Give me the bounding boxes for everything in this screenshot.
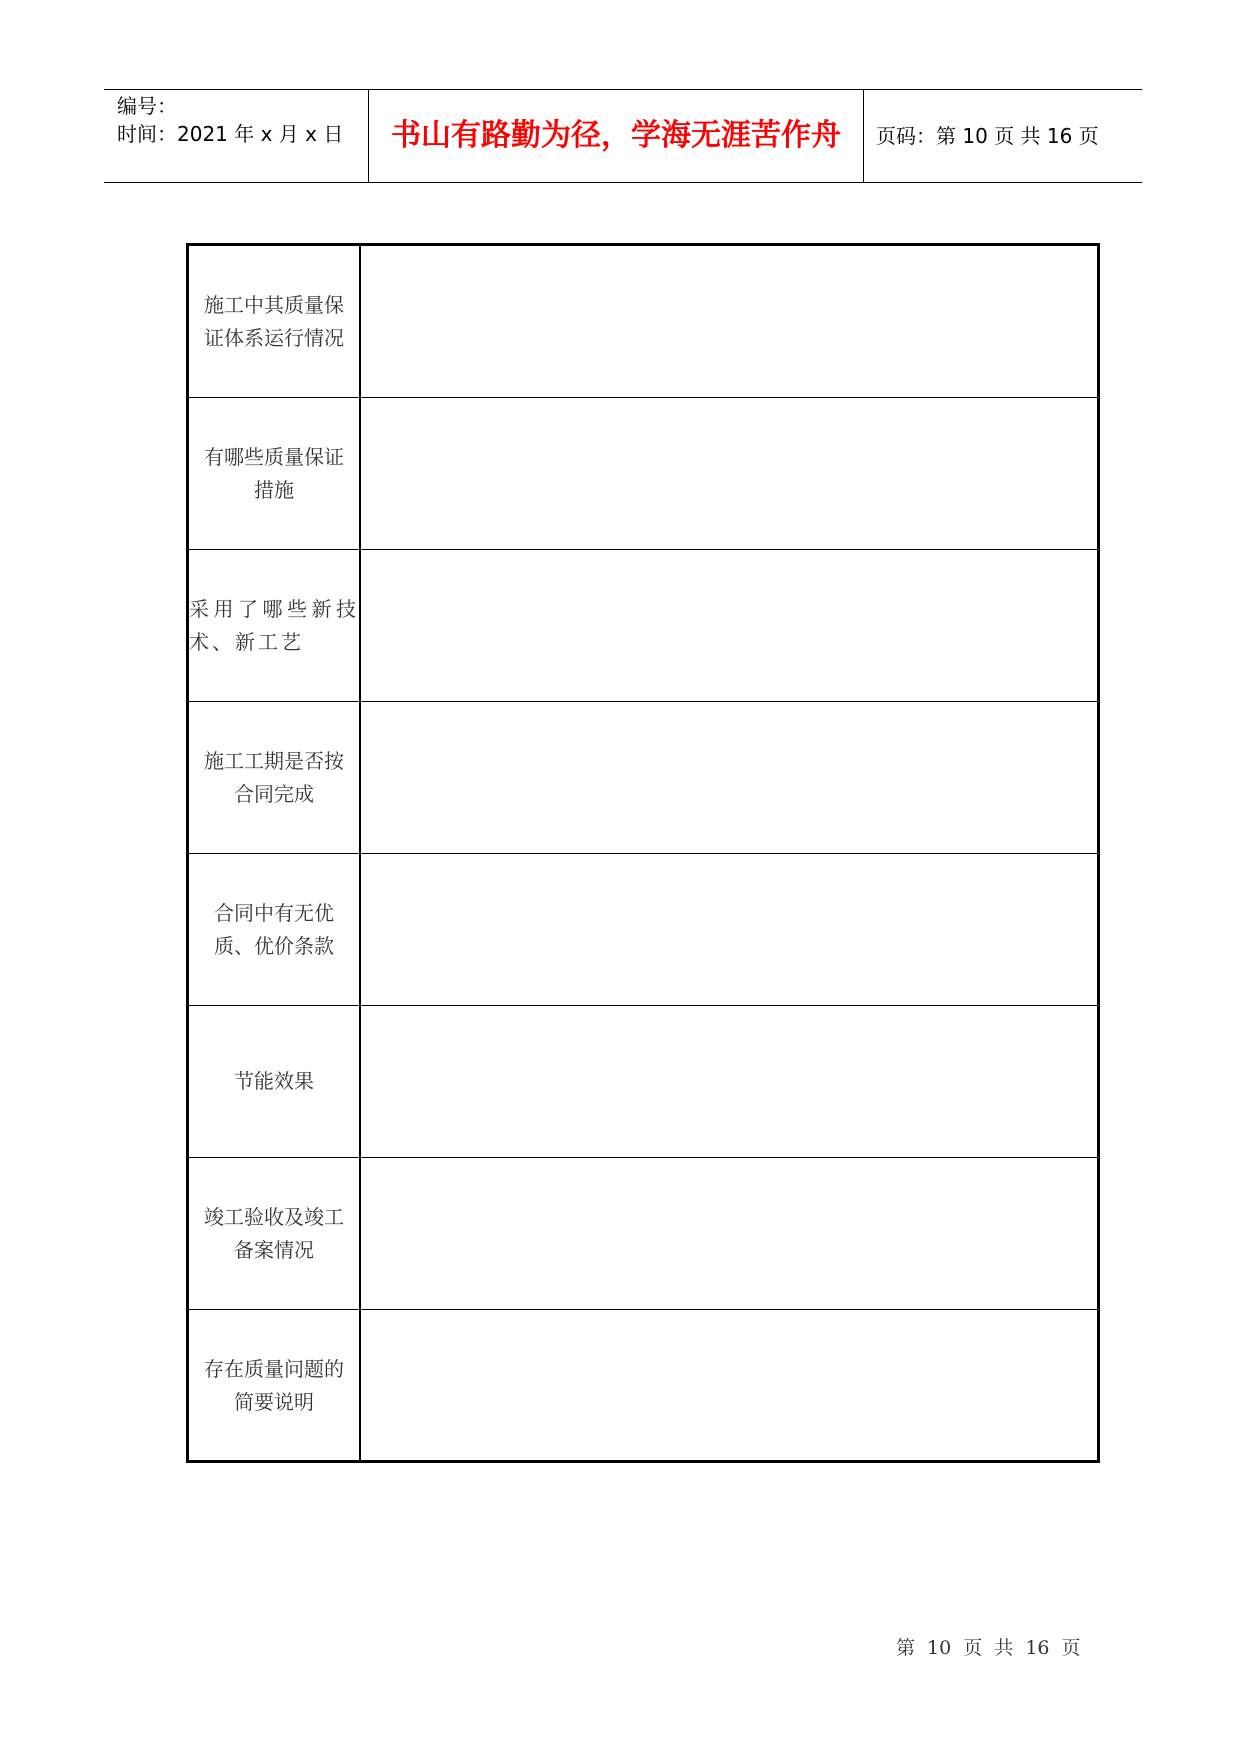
row-input-cell[interactable] (361, 1310, 1097, 1462)
row-label-cell (189, 1310, 361, 1462)
row-label-cell (189, 702, 361, 853)
form-row (189, 1310, 1097, 1462)
serial-number-label: 编号： (117, 94, 177, 118)
form-row (189, 398, 1097, 550)
row-label: 施工工期是否按合同完成 (204, 748, 344, 806)
row-input-cell[interactable] (361, 1158, 1097, 1309)
motto-text: 书山有路勤为径，学海无涯苦作舟 (391, 118, 841, 153)
form-row (189, 1158, 1097, 1310)
row-label: 采用了哪些新技术、新工艺 (189, 596, 359, 654)
form-row (189, 550, 1097, 702)
row-label: 合同中有无优质、优价条款 (214, 900, 334, 958)
date-line: 时间：2021 年 x 月 x 日 (117, 122, 344, 146)
row-label-cell (189, 246, 361, 397)
header-page-cell (864, 90, 1142, 182)
form-row (189, 246, 1097, 398)
row-label-cell (189, 550, 361, 701)
row-input-cell[interactable] (361, 398, 1097, 549)
header-page-code: 页码：第 10 页 共 16 页 (876, 124, 1099, 148)
row-input-cell[interactable] (361, 550, 1097, 701)
form-row (189, 1006, 1097, 1158)
row-input-cell[interactable] (361, 854, 1097, 1005)
row-label: 施工中其质量保证体系运行情况 (204, 292, 344, 350)
row-label-cell (189, 398, 361, 549)
row-label: 存在质量问题的简要说明 (204, 1357, 344, 1414)
header-meta (104, 90, 368, 182)
row-label-cell (189, 1158, 361, 1309)
header-motto-cell (368, 90, 864, 182)
row-label-cell (189, 1006, 361, 1157)
form-row (189, 854, 1097, 1006)
row-label: 节能效果 (234, 1069, 314, 1093)
quality-report-form (186, 243, 1100, 1463)
row-input-cell[interactable] (361, 702, 1097, 853)
row-label: 竣工验收及竣工备案情况 (204, 1204, 344, 1262)
row-input-cell[interactable] (361, 246, 1097, 397)
page-header (104, 89, 1142, 183)
form-row (189, 702, 1097, 854)
page-footer-number: 第 10 页 共 16 页 (896, 1637, 1081, 1659)
row-label-cell (189, 854, 361, 1005)
row-label: 有哪些质量保证措施 (204, 444, 344, 502)
row-input-cell[interactable] (361, 1006, 1097, 1157)
